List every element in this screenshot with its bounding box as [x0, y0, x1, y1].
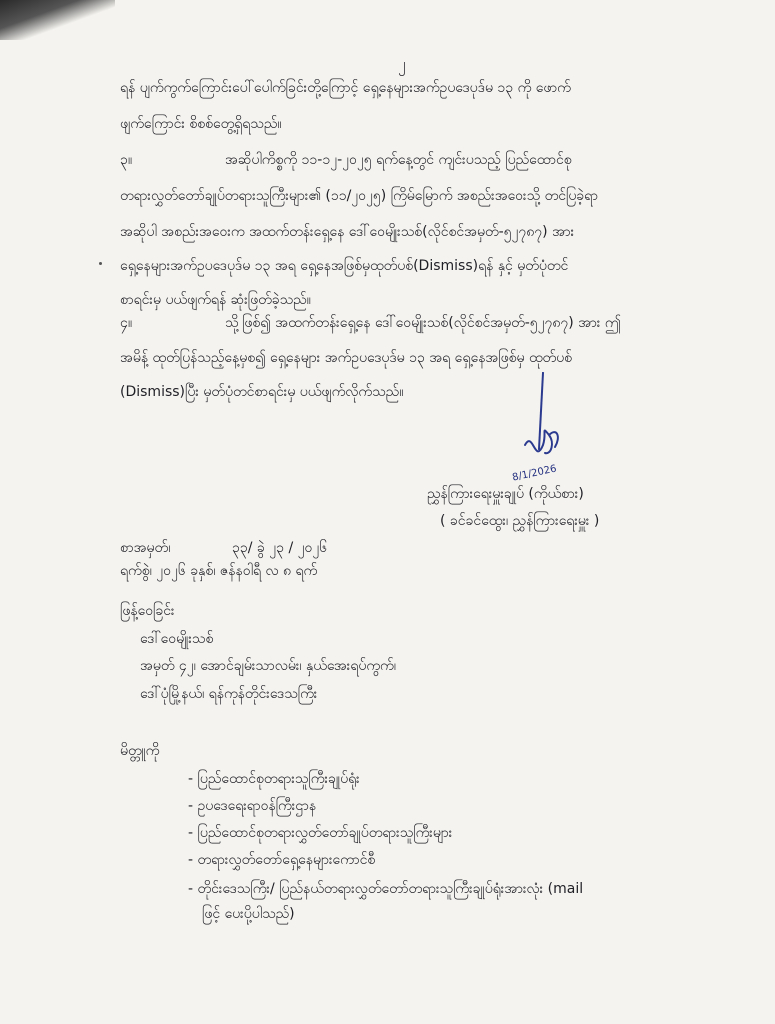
copy-item: - ဥပဒေရေးရာဝန်ကြီးဌာန	[188, 798, 317, 814]
signature-name: ( ခင်ခင်ထွေး၊ ညွှန်ကြားရေးမှူး )	[440, 513, 600, 529]
para2-line-4: ရှေ့နေများအက်ဥပဒေပုဒ်မ ၁၃ အရ ရှေ့နေအဖြစ်မှထုတ်ပစ်(Dismiss)ရန် နှင့် မှတ်ပုံတင်	[120, 258, 569, 274]
para3-line-2: အမိန့် ထုတ်ပြန်သည့်နေ့မှစ၍ ရှေ့နေများ အက်ဥပဒေပုဒ်မ ၁၃ အရ ရှေ့နေအဖြစ်မှ ထုတ်ပစ်	[120, 350, 572, 366]
distribution-heading: ဖြန့်ဝေခြင်း	[120, 603, 175, 619]
para2-line-3: အဆိုပါ အစည်းအဝေးက အထက်တန်းရှေ့နေ ဒေါ်ဝေမျိုးသစ်(လိုင်စင်အမှတ်-၅၂၇၈၇) အား	[120, 224, 575, 240]
copies-heading: မိတ္တူကို	[120, 743, 160, 759]
para2-line-1: အဆိုပါကိစ္စကို ၁၁-၁၂-၂၀၂၅ ရက်နေ့တွင် ကျင်းပသည့် ပြည်ထောင်စု	[225, 152, 572, 168]
para3-line-1: သို့ဖြစ်၍ အထက်တန်းရှေ့နေ ဒေါ်ဝေမျိုးသစ်(လိုင်စင်အမှတ်-၅၂၇၈၇) အား ဤ	[225, 315, 621, 331]
distribution-address-1: အမှတ် ၄၂၊ အောင်ချမ်းသာလမ်း၊ နှယ်အေးရပ်ကွက်၊	[140, 658, 396, 674]
copy-item: - ပြည်ထောင်စုတရားလွှတ်တော်ချုပ်တရားသူကြီးများ	[188, 825, 453, 841]
signature-date: 8/1/2026	[511, 463, 558, 484]
scan-shadow	[0, 0, 115, 40]
para1-line-1: ရန် ပျက်ကွက်ကြောင်းပေါ်ပေါက်ခြင်းတို့ကြောင့် ရှေ့နေများအက်ဥပဒေပုဒ်မ ၁၃ ကို ဖောက်	[120, 80, 571, 96]
page-number: ၂	[398, 55, 406, 73]
para3-line-3: (Dismiss)ပြီး မှတ်ပုံတင်စာရင်းမှ ပယ်ဖျက်လိုက်သည်။	[120, 384, 404, 400]
para1-line-2: ဖျက်ကြောင်း စိစစ်တွေ့ရှိရသည်။	[120, 116, 282, 132]
para2-number: ၃။	[120, 152, 133, 168]
distribution-recipient: ဒေါ်ဝေမျိုးသစ်	[140, 631, 214, 647]
para2-line-2: တရားလွှတ်တော်ချုပ်တရားသူကြီးများ၏ (၁၁/၂၀၂၅) ကြိမ်မြောက် အစည်းအဝေးသို့ တင်ပြခဲ့ရာ	[120, 188, 598, 204]
distribution-address-2: ဒေါ်ပုံမြို့နယ်၊ ရန်ကုန်တိုင်းဒေသကြီး	[140, 686, 318, 702]
reference-date: ရက်စွဲ၊ ၂၀၂၆ ခုနှစ်၊ ဇန်နဝါရီ လ ၈ ရက်	[120, 563, 318, 579]
copy-item-continuation: ဖြင့် ပေးပို့ပါသည်)	[202, 906, 295, 922]
reference-label: စာအမှတ်၊	[120, 540, 171, 556]
para2-line-5: စာရင်းမှ ပယ်ဖျက်ရန် ဆုံးဖြတ်ခဲ့သည်။	[120, 292, 311, 308]
copy-item: - တရားလွှတ်တော်ရှေ့နေများကောင်စီ	[188, 852, 376, 868]
para3-number: ၄။	[120, 315, 133, 331]
copy-item: - ပြည်ထောင်စုတရားသူကြီးချုပ်ရုံး	[188, 771, 360, 787]
copy-item: - တိုင်းဒေသကြီး/ ပြည်နယ်တရားလွှတ်တော်တရားသူကြီးချုပ်ရုံးအားလုံး (mail	[188, 881, 584, 897]
signature-title: ညွှန်ကြားရေးမှူးချုပ် (ကိုယ်စား)	[427, 486, 584, 502]
reference-number: ၃၃/ ခွဲ ၂၃ / ၂၀၂၆	[232, 540, 328, 556]
scan-speck	[99, 262, 102, 265]
